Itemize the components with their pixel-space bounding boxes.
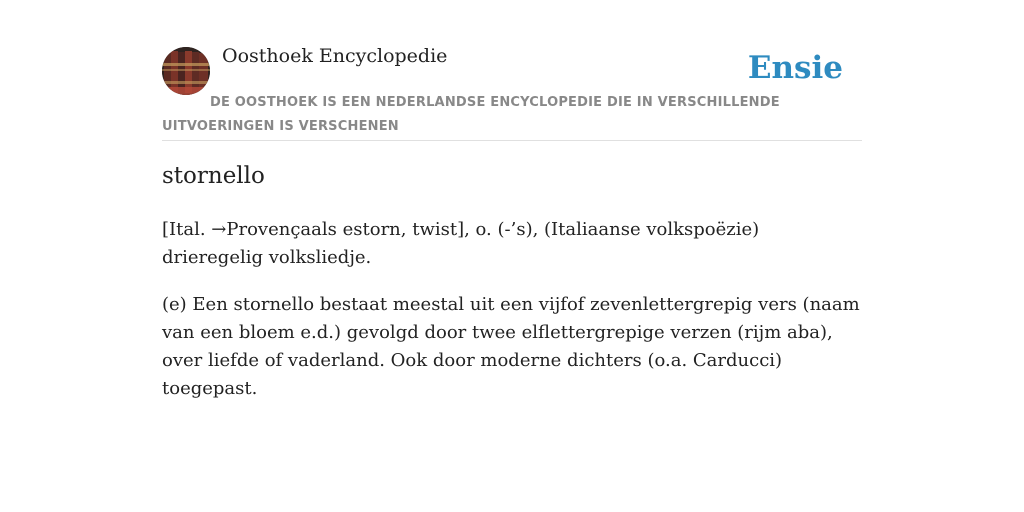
books-logo-icon bbox=[162, 47, 210, 95]
site-title[interactable]: Oosthoek Encyclopedie bbox=[222, 45, 448, 67]
entry-paragraph-definition: [Ital. →Provençaals estorn, twist], o. (-’s), (Italiaanse volkspoëzie) drieregelig volksliedje. bbox=[162, 219, 760, 268]
entry-title: stornello bbox=[162, 163, 265, 189]
page bbox=[162, 0, 862, 399]
entry-paragraph-explanation: (e) Een stornello bestaat meestal uit een vijfof zevenlettergrepig vers (naam van een bloem e.d.) gevolgd door twee elflettergrepige verzen (rijm aba), over liefde of vaderland. Ook door moderne dichters (o.a. Carducci) toegepast. bbox=[162, 294, 860, 399]
site-tagline: DE OOSTHOEK IS EEN NEDERLANDSE ENCYCLOPEDIE DIE IN VERSCHILLENDE UITVOERINGEN IS VERSCHENEN bbox=[162, 95, 780, 134]
site-logo-avatar[interactable] bbox=[162, 47, 210, 95]
brand-logo-link[interactable]: Ensie bbox=[747, 50, 843, 86]
site-header bbox=[162, 0, 862, 141]
